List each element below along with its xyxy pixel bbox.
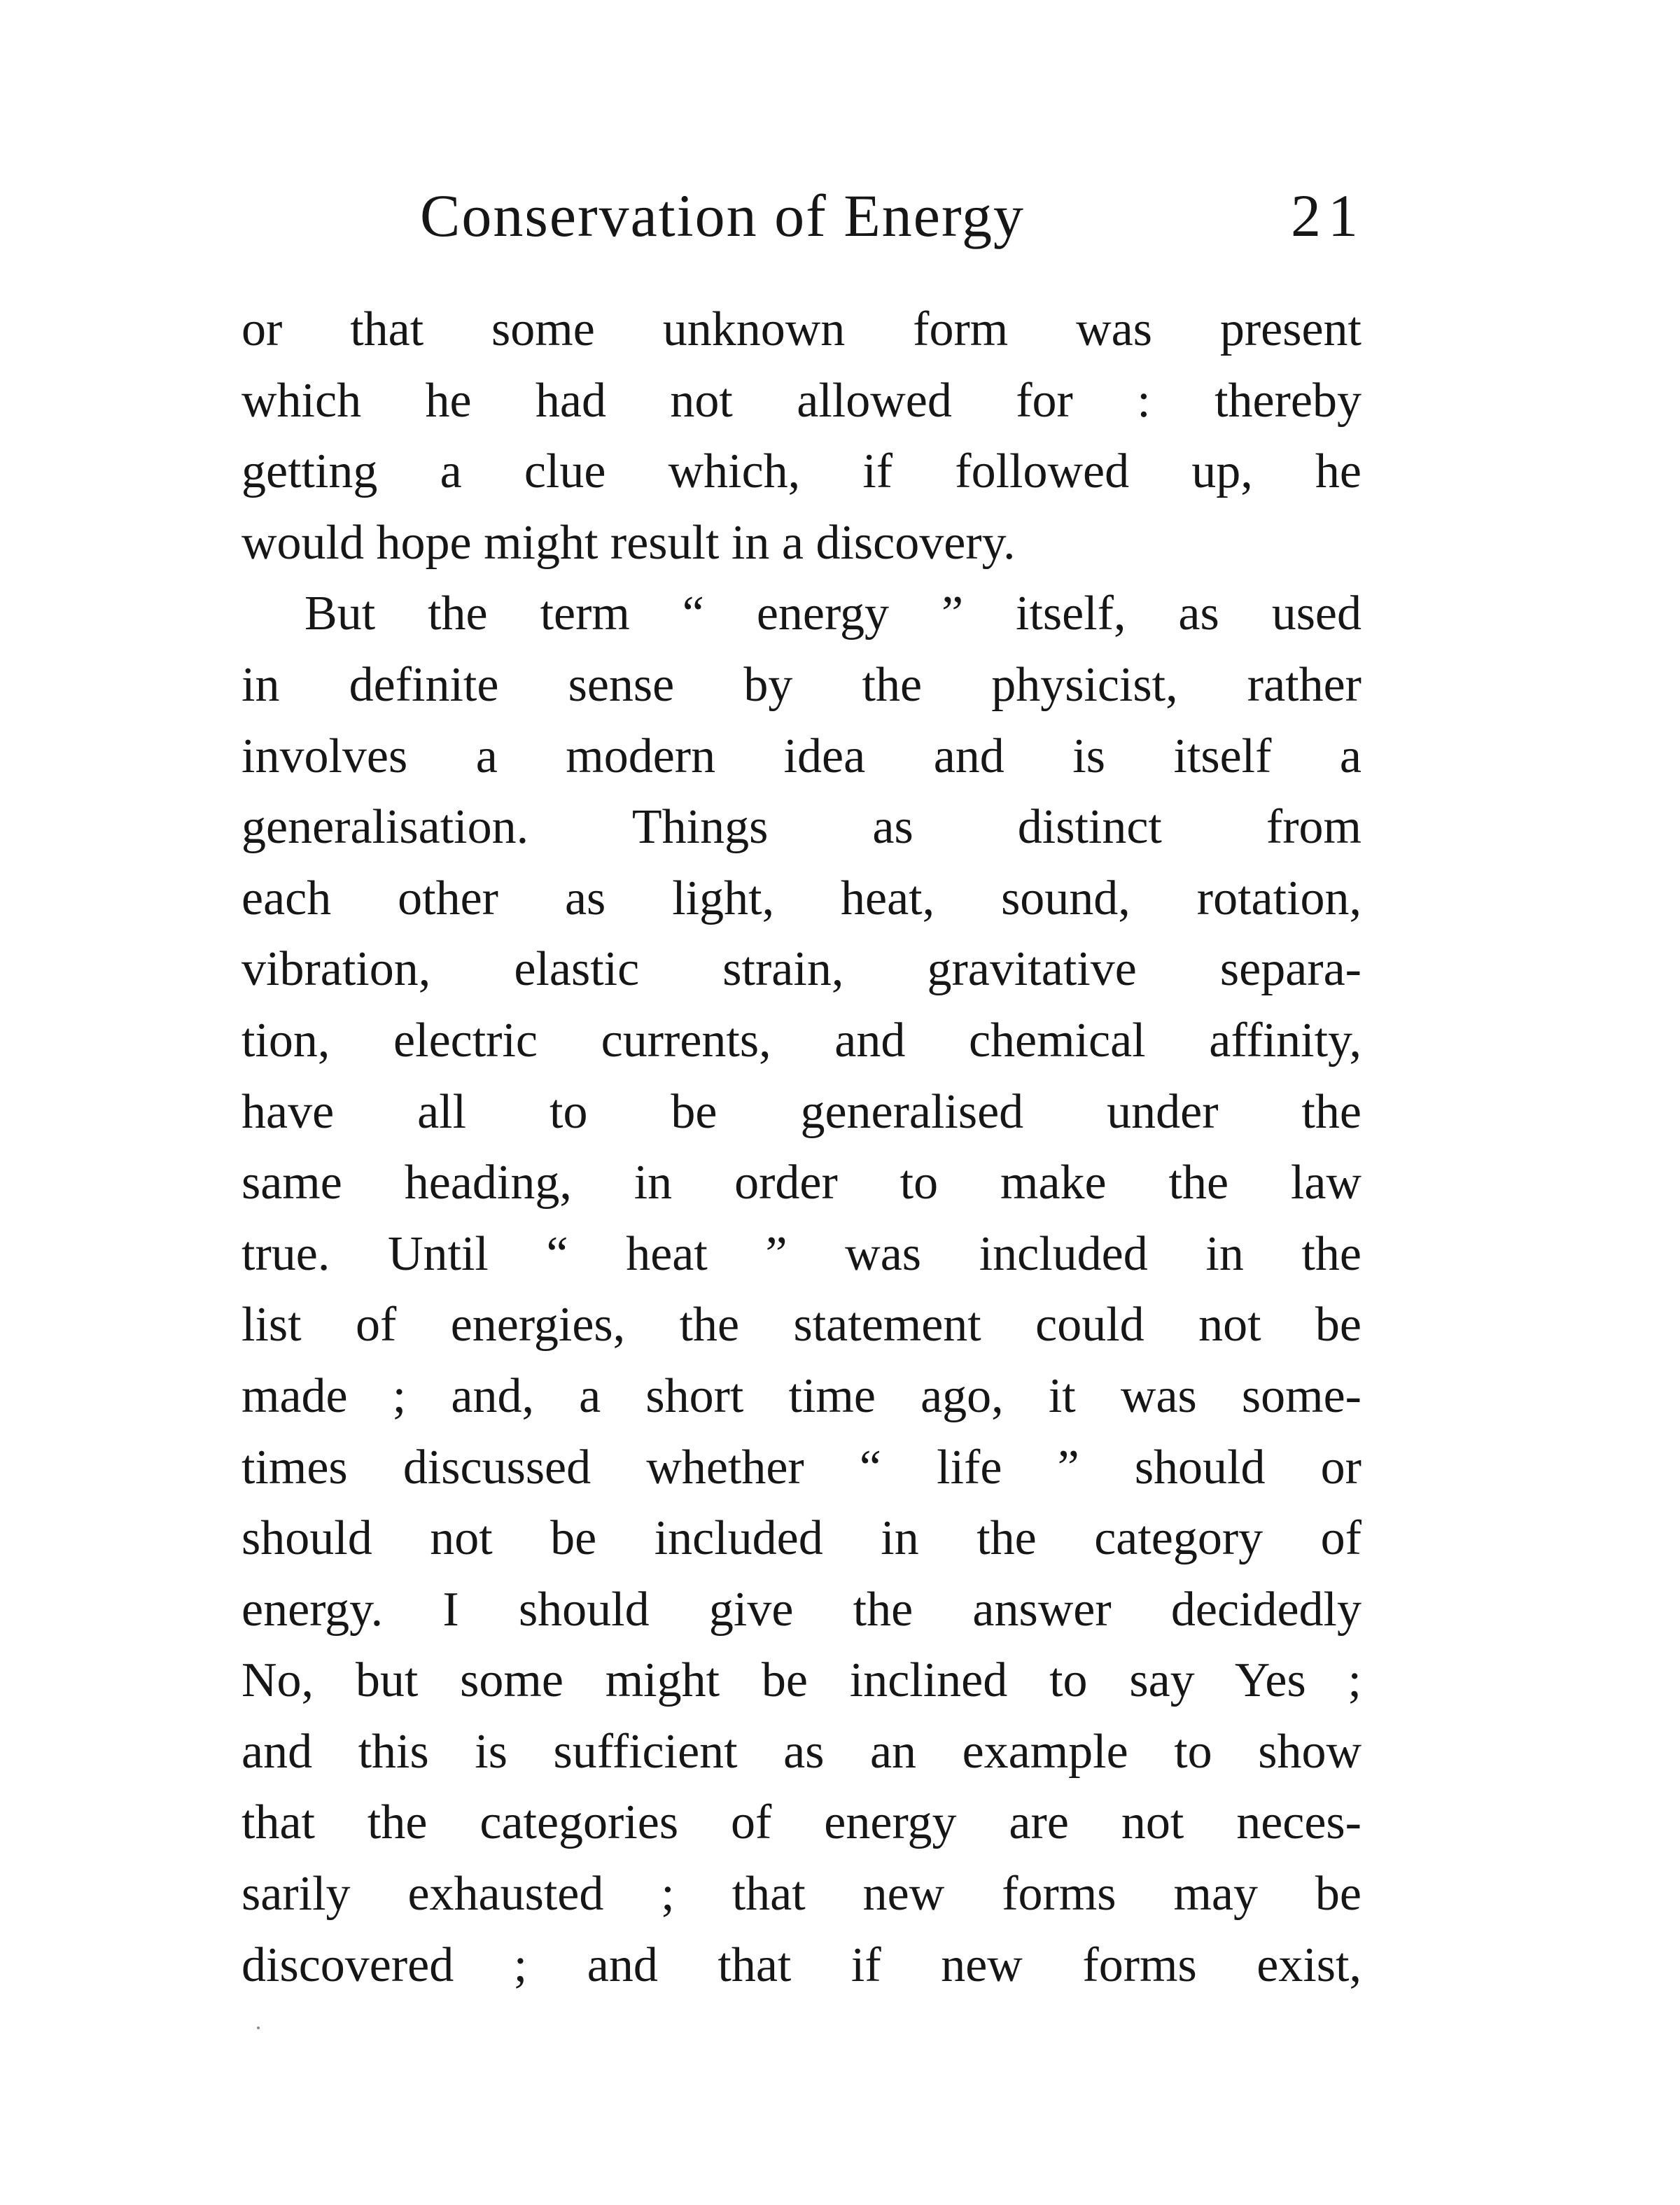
text-line: list of energies, the statement could not be bbox=[241, 1298, 1362, 1352]
text-line: or that some unknown form was present bbox=[241, 302, 1362, 356]
text-line: discovered ; and that if new forms exist, bbox=[241, 1938, 1362, 1992]
text-line: same heading, in order to make the law bbox=[241, 1156, 1362, 1210]
paragraph-first-line: But the term “ energy ” itself, as used bbox=[304, 587, 1362, 641]
text-line: generalisation. Things as distinct from bbox=[241, 800, 1362, 855]
page-number: 21 bbox=[1291, 182, 1365, 249]
text-line: sarily exhausted ; that new forms may be bbox=[241, 1867, 1362, 1921]
text-line: vibration, elastic strain, gravitative separa- bbox=[241, 942, 1362, 997]
text-line: each other as light, heat, sound, rotation, bbox=[241, 871, 1362, 925]
text-line: times discussed whether “ life ” should or bbox=[241, 1440, 1362, 1494]
running-title: Conservation of Energy bbox=[420, 182, 1026, 249]
text-line: would hope might result in a discovery. bbox=[241, 515, 1016, 570]
text-line: true. Until “ heat ” was included in the bbox=[241, 1226, 1362, 1281]
text-line: involves a modern idea and is itself a bbox=[241, 729, 1362, 783]
scan-speck bbox=[257, 2026, 260, 2029]
text-line: getting a clue which, if followed up, he bbox=[241, 444, 1362, 499]
text-line: have all to be generalised under the bbox=[241, 1084, 1362, 1139]
text-line: energy. I should give the answer decidedly bbox=[241, 1582, 1362, 1637]
text-line: that the categories of energy are not neces- bbox=[241, 1795, 1362, 1850]
text-line: should not be included in the category of bbox=[241, 1511, 1362, 1566]
text-line: No, but some might be inclined to say Yes ; bbox=[241, 1653, 1362, 1708]
text-line: and this is sufficient as an example to show bbox=[241, 1724, 1362, 1779]
running-head bbox=[420, 174, 1365, 258]
text-line: which he had not allowed for : thereby bbox=[241, 373, 1362, 428]
text-line: in definite sense by the physicist, rather bbox=[241, 657, 1362, 712]
body-text bbox=[241, 294, 1362, 2001]
text-line: tion, electric currents, and chemical affinity, bbox=[241, 1013, 1362, 1068]
text-line: made ; and, a short time ago, it was some- bbox=[241, 1368, 1362, 1423]
